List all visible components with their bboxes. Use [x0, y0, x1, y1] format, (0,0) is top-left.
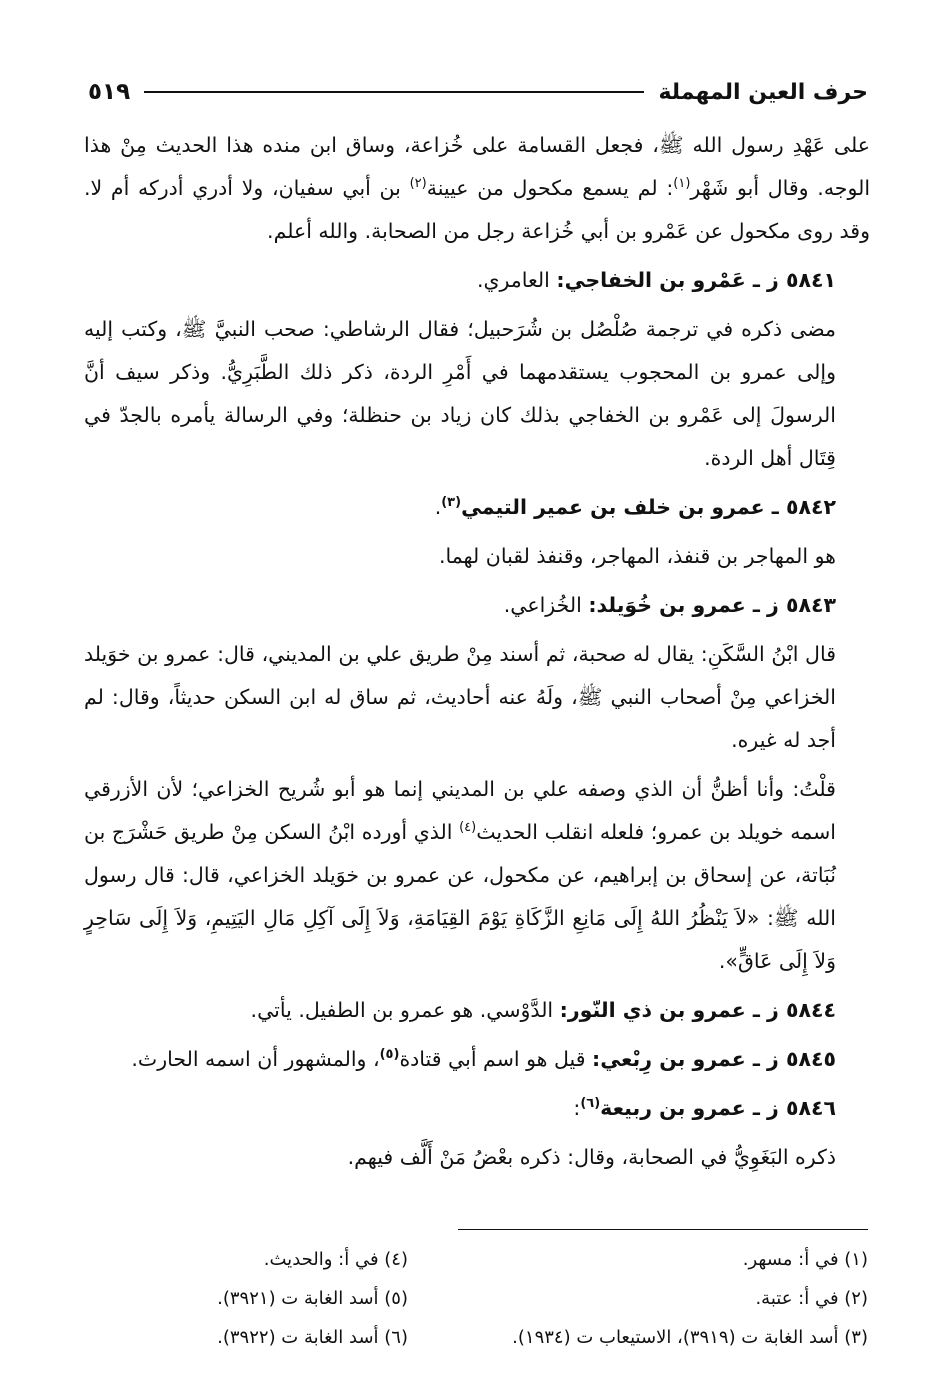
running-header	[88, 72, 868, 112]
footnote-divider	[458, 1229, 868, 1230]
footnote-ref: (٢)	[409, 176, 427, 192]
entry-heading-5844: ٥٨٤٤ ز ـ عمرو بن ذي النّور: الدَّوْسي. هو عمرو بن الطفيل. يأتي.	[250, 998, 836, 1022]
author-comment: قلْتُ: وأنا أظنُّ أن الذي وصفه علي بن المديني إنما هو أبو شُريح الخزاعي؛ لأن الأزرقي اسمه خويلد بن عمرو؛ فلعله انقلب الحديث$^{(٤)}$ الذي أورده ابْنُ السكن مِنْ طريق حَشْرَج بن نُبَاتة، عن إسحاق بن إبراهيم، عن مكحول، عن عمرو بن خوَيلد الخزاعي، قال: قال رسول الله ﷺ: «لاَ يَنْظُرُ اللهُ إِلَى مَانِعِ الزَّكَاةِ يَوْمَ القِيَامَةِ، وَلاَ إِلَى آكِلِ مَالِ اليَتِيمِ، وَلاَ إِلَى سَاحِرٍ وَلاَ إِلَى عَاقٍّ».	[84, 777, 836, 973]
entry-heading-5841: ٥٨٤١ ز ـ عَمْرو بن الخفاجي: العامري.	[476, 268, 836, 292]
footnote-ref: (١)	[673, 176, 691, 192]
chapter-title: حرف العين المهملة	[658, 79, 868, 105]
footnote-4: (٤) في أ: والحديث.	[263, 1249, 408, 1270]
footnote-3: (٣) أسد الغابة ت (٣٩١٩)، الاستيعاب ت (١٩٣٤).	[512, 1327, 868, 1348]
entry-text-5842: هو المهاجر بن قنفذ، المهاجر، وقنفذ لقبان لهما.	[438, 544, 836, 568]
header-rule	[144, 91, 644, 93]
footnote-5: (٥) أسد الغابة ت (٣٩٢١).	[217, 1288, 408, 1309]
entry-heading-5843: ٥٨٤٣ ز ـ عمرو بن خُوَيلد: الخُزاعي.	[503, 593, 836, 617]
entry-heading-5846: ٥٨٤٦ ز ـ عمرو بن ربيعة$^{(٦)}$:	[573, 1096, 836, 1120]
footnote-ref: (٤)	[459, 820, 477, 836]
footnote-2: (٢) في أ: عتبة.	[755, 1288, 868, 1309]
entry-heading-5845: ٥٨٤٥ ز ـ عمرو بن رِبْعي: قيل هو اسم أبي قتادة$^{(٥)}$، والمشهور أن اسمه الحارث.	[131, 1047, 836, 1071]
page-number: ٥١٩	[88, 79, 131, 105]
footnote-1: (١) في أ: مسهر.	[742, 1249, 868, 1270]
entry-text-5846: ذكره البَغَوِيُّ في الصحابة، وقال: ذكره بعْضُ مَنْ أَلَّف فيهم.	[347, 1145, 836, 1169]
paragraph-continuation: على عَهْدِ رسول الله ﷺ، فجعل القسامة على خُزاعة، وساق ابن منده هذا الحديث مِنْ هذا الوجه. وقال أبو شَهْر$^{(١)}$: لم يسمع مكحول من عيينة$^{(٢)}$ بن أبي سفيان، ولا أدري أدركه أم لا. وقد روى مكحول عن عَمْرو بن أبي خُزاعة رجل من الصحابة. والله أعلم.	[84, 133, 871, 243]
page-body	[84, 124, 870, 1185]
footnote-ref: (٥)	[379, 1047, 400, 1063]
footnotes-column-left	[100, 1240, 458, 1357]
footnotes	[100, 1240, 868, 1357]
footnote-6: (٦) أسد الغابة ت (٣٩٢٢).	[217, 1327, 408, 1348]
footnote-ref: (٦)	[580, 1096, 601, 1112]
footnote-ref: (٣)	[441, 495, 462, 511]
footnotes-column-right	[458, 1240, 868, 1357]
entry-text-5843: قال ابْنُ السَّكَنِ: يقال له صحبة، ثم أسند مِنْ طريق علي بن المديني، قال: عمرو بن خوَيلد الخزاعي مِنْ أصحاب النبي ﷺ، ولَهُ عنه أحاديث، ثم ساق له ابن السكن حديثاً، وقال: لم أجد له غيره.	[84, 642, 836, 752]
entry-heading-5842: ٥٨٤٢ ـ عمرو بن خلف بن عمير التيمي$^{(٣)}$.	[434, 495, 836, 519]
entry-text-5841: مضى ذكره في ترجمة صُلْصُل بن شُرَحبيل؛ فقال الرشاطي: صحب النبيَّ ﷺ، وكتب إليه وإلى عمرو بن المحجوب يستقدمهما في أَمْرِ الردة، ذكر ذلك الطَّبَرِيُّ. وذكر سيف أنَّ الرسولَ إلى عَمْرو بن الخفاجي بذلك كان زياد بن حنظلة؛ وفي الرسالة يأمره بالجدّ في قِتَال أهل الردة.	[84, 317, 836, 470]
